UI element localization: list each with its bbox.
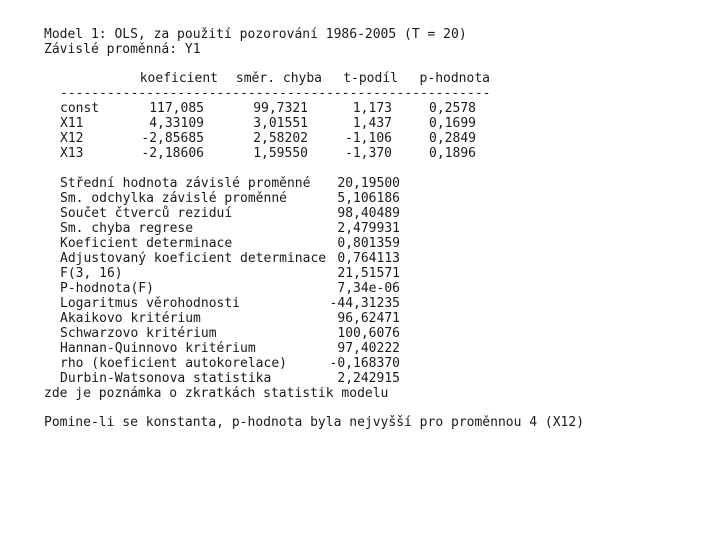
row-variable-name: X11 [60, 116, 84, 131]
row-coefficient: -2,85685 [141, 131, 204, 146]
stat-label: Hannan-Quinnovo kritérium [60, 341, 256, 356]
row-coefficient: 117,085 [149, 101, 204, 116]
row-t-ratio: 1,437 [352, 116, 392, 131]
dependent-variable-line: Závislé proměnná: Y1 [44, 42, 201, 57]
stat-value: -44,31235 [329, 296, 400, 311]
stat-value: -0,168370 [329, 356, 400, 371]
note-line: zde je poznámka o zkratkách statistik modelu [44, 386, 389, 401]
column-header-t-ratio: t-podíl [343, 71, 398, 86]
row-t-ratio: -1,370 [345, 146, 392, 161]
stat-label: rho (koeficient autokorelace) [60, 356, 287, 371]
stat-label: P-hodnota(F) [60, 281, 154, 296]
stat-value: 2,242915 [337, 371, 400, 386]
row-p-value: 0,2578 [429, 101, 476, 116]
footer-line: Pomine-li se konstanta, p-hodnota byla nejvyšší pro proměnnou 4 (X12) [44, 415, 585, 430]
stat-value: 5,106186 [337, 191, 400, 206]
stat-value: 0,764113 [337, 251, 400, 266]
table-separator: ------------------------------------------------------- [60, 86, 490, 101]
stat-label: Schwarzovo kritérium [60, 326, 217, 341]
stat-value: 21,51571 [337, 266, 400, 281]
row-t-ratio: -1,106 [345, 131, 392, 146]
stat-label: Součet čtverců reziduí [60, 206, 233, 221]
stat-label: Sm. chyba regrese [60, 221, 194, 236]
stat-value: 98,40489 [337, 206, 400, 221]
row-p-value: 0,1896 [429, 146, 476, 161]
stat-label: Durbin-Watsonova statistika [60, 371, 272, 386]
stat-value: 0,801359 [337, 236, 400, 251]
stat-label: Logaritmus věrohodnosti [60, 296, 241, 311]
row-std-error: 99,7321 [253, 101, 308, 116]
column-header-coefficient: koeficient [139, 71, 218, 86]
stat-label: Adjustovaný koeficient determinace [60, 251, 327, 266]
row-variable-name: X13 [60, 146, 84, 161]
row-variable-name: const [60, 101, 100, 116]
row-coefficient: 4,33109 [149, 116, 204, 131]
stat-label: Střední hodnota závislé proměnné [60, 176, 311, 191]
stat-label: Koeficient determinace [60, 236, 233, 251]
row-std-error: 1,59550 [253, 146, 308, 161]
row-variable-name: X12 [60, 131, 84, 146]
stat-label: Akaikovo kritérium [60, 311, 201, 326]
column-header-std-error: směr. chyba [235, 71, 322, 86]
model-title-line: Model 1: OLS, za použití pozorování 1986-2005 (T = 20) [44, 27, 467, 42]
row-std-error: 2,58202 [253, 131, 308, 146]
stat-value: 97,40222 [337, 341, 400, 356]
stat-value: 96,62471 [337, 311, 400, 326]
stat-value: 2,479931 [337, 221, 400, 236]
stat-label: F(3, 16) [60, 266, 123, 281]
stat-value: 7,34e-06 [337, 281, 400, 296]
row-coefficient: -2,18606 [141, 146, 204, 161]
row-t-ratio: 1,173 [352, 101, 392, 116]
stat-value: 100,6076 [337, 326, 400, 341]
row-p-value: 0,1699 [429, 116, 476, 131]
stat-label: Sm. odchylka závislé proměnné [60, 191, 287, 206]
row-p-value: 0,2849 [429, 131, 476, 146]
row-std-error: 3,01551 [253, 116, 308, 131]
stat-value: 20,19500 [337, 176, 400, 191]
column-header-p-value: p-hodnota [419, 71, 490, 86]
